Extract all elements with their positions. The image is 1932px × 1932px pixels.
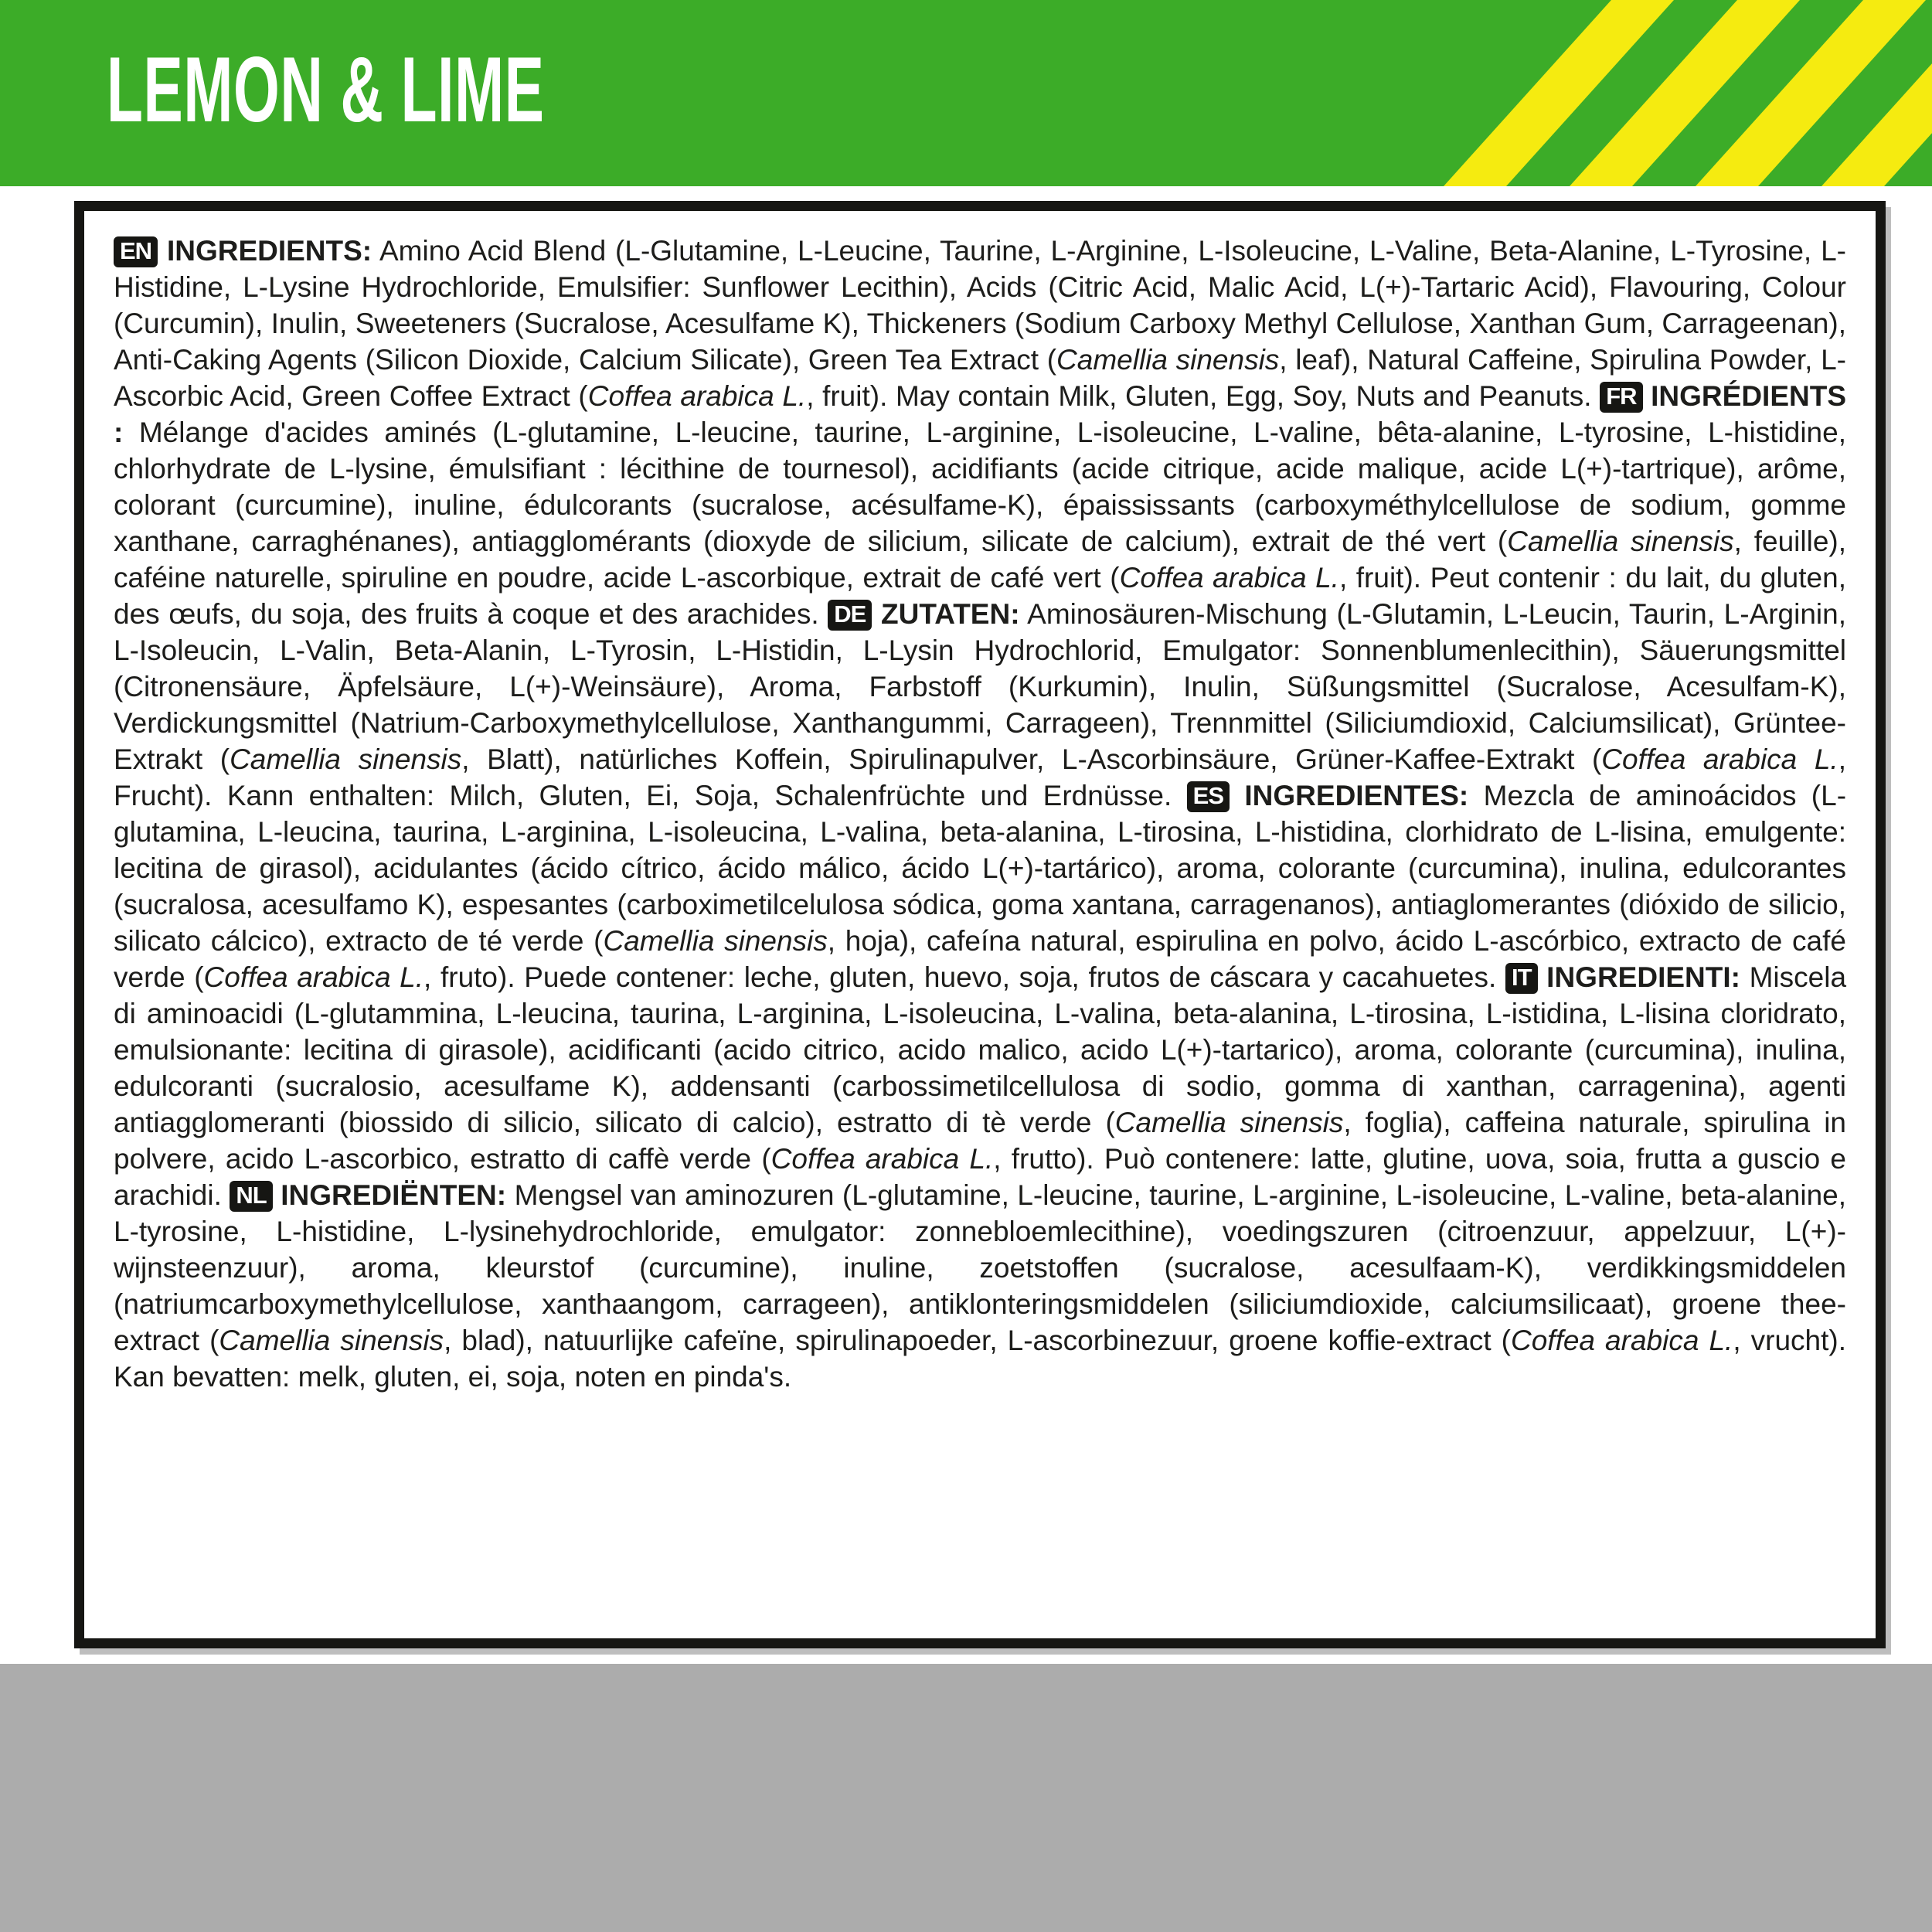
latin-species-name: Coffea arabica L. — [1119, 562, 1339, 594]
ingredients-segment: , feuille), caféine naturelle, spiruline en poudre, acide L-ascorbique, extrait de café vert ( — [114, 526, 1846, 594]
ingredients-segment: Aminosäuren-Mischung (L-Glutamin, L-Leucin, Taurin, L-Arginin, L-Isoleucin, L-Valin, Beta-Alanin, L-Tyrosin, L-Histidin, L-Lysin Hydrochlorid, Emulgator: Sonnenblumenlecithin), Säuerungsmittel (Citronensäure, Äpfelsäure, L(+)-Weinsäure), Aroma, Farbstoff (Kurkumin), Inulin, Süßungsmittel (Sucralose, Acesulfam-K), Verdickungsmittel (Natrium-Carboxymethylcellulose, Xanthangummi, Carrageen), Trennmittel (Siliciumdioxid, Calciumsilicat), Grüntee-Extrakt ( — [114, 598, 1846, 775]
latin-species-name: Coffea arabica L. — [587, 380, 807, 412]
latin-species-name: Camellia sinensis — [1507, 526, 1734, 557]
ingredients-heading-nl: INGREDIËNTEN: — [281, 1179, 507, 1211]
ingredients-heading-it: INGREDIENTI: — [1546, 961, 1740, 993]
latin-species-name: Camellia sinensis — [603, 925, 828, 957]
ingredients-segment: Miscela di aminoacidi (L-glutammina, L-leucina, taurina, L-arginina, L-isoleucina, L-valina, beta-alanina, L-tirosina, L-istidina, L-lisina cloridrato, emulsionante: lecitina di girasole), acidificanti (acido citrico, acido malico, acido L(+)-tartarico), aroma, colorante (curcumina), inulina, edulcoranti (sucralosio, acesulfame K), addensanti (carbossimetilcellulosa di sodio, gomma di xanthan, carragenina), agenti antiagglomeranti (biossido di silicio, silicato di calcio), estratto di tè verde ( — [114, 961, 1847, 1138]
ingredients-panel — [74, 201, 1886, 1648]
lang-badge-de: DE — [828, 600, 872, 631]
ingredients-heading-en: INGREDIENTS: — [166, 235, 372, 267]
lang-badge-es: ES — [1187, 781, 1230, 812]
ingredients-segment: , Frucht). Kann enthalten: Milch, Gluten, Ei, Soja, Schalenfrüchte und Erdnüsse. — [114, 743, 1846, 811]
bottom-gray-bar — [0, 1664, 1932, 1932]
ingredients-text — [114, 233, 1846, 1395]
ingredients-segment: Amino Acid Blend (L-Glutamine, L-Leucine, Taurine, L-Arginine, L-Isoleucine, L-Valine, Beta-Alanine, L-Tyrosine, L-Histidine, L-Lysine Hydrochloride, Emulsifier: Sunflower Lecithin), Acids (Citric Acid, Malic Acid, L(+)-Tartaric Acid), Flavouring, Colour (Curcumin), Inulin, Sweeteners (Sucralose, Acesulfame K), Thickeners (Sodium Carboxy Methyl Cellulose, Xanthan Gum, Carrageenan), Anti-Caking Agents (Silicon Dioxide, Calcium Silicate), Green Tea Extract ( — [114, 235, 1846, 376]
ingredients-segment: , fruit). Peut contenir : du lait, du gluten, des œufs, du soja, des fruits à coque et des arachides. — [114, 562, 1846, 630]
flavor-title: LEMON & LIME — [107, 38, 545, 141]
ingredients-segment: Mengsel van aminozuren (L-glutamine, L-leucine, taurine, L-arginine, L-isoleucine, L-valine, beta-alanine, L-tyrosine, L-histidine, L-lysinehydrochloride, emulgator: zonnebloemlecithine), voedingszuren (citroenzuur, appelzuur, L(+)-wijnsteenzuur), aroma, kleurstof (curcumine), inuline, zoetstoffen (sucralose, acesulfaam-K), verdikkingsmiddelen (natriumcarboxymethylcellulose, xanthaangom, carrageen), antiklonteringsmiddelen (siliciumdioxide, calciumsilicaat), groene thee-extract ( — [114, 1179, 1847, 1356]
latin-species-name: Coffea arabica L. — [770, 1143, 994, 1175]
latin-species-name: Camellia sinensis — [230, 743, 462, 775]
lang-badge-nl: NL — [230, 1181, 272, 1212]
latin-species-name: Coffea arabica L. — [203, 961, 424, 993]
ingredients-segment: , leaf), Natural Caffeine, Spirulina Powder, L-Ascorbic Acid, Green Coffee Extract ( — [114, 344, 1846, 412]
latin-species-name: Coffea arabica L. — [1601, 743, 1838, 775]
ingredients-heading-fr: INGRÉDIENTS : — [114, 380, 1846, 448]
ingredients-heading-es: INGREDIENTES: — [1244, 780, 1469, 811]
flavor-header — [0, 0, 1932, 186]
ingredients-segment: , fruto). Puede contener: leche, gluten, huevo, soja, frutos de cáscara y cacahuetes. — [423, 961, 1497, 993]
ingredients-segment: , vrucht). Kan bevatten: melk, gluten, ei, soja, noten en pinda's. — [114, 1325, 1846, 1393]
ingredients-segment: , hoja), cafeína natural, espirulina en polvo, ácido L-ascórbico, extracto de café verde ( — [114, 925, 1846, 993]
ingredients-heading-de: ZUTATEN: — [881, 598, 1020, 630]
lang-badge-en: EN — [114, 236, 158, 267]
ingredients-segment: Mezcla de aminoácidos (L-glutamina, L-leucina, taurina, L-arginina, L-isoleucina, L-valina, beta-alanina, L-tirosina, L-histidina, clorhidrato de L-lisina, emulgente: lecitina de girasol), acidulantes (ácido cítrico, ácido málico, ácido L(+)-tartárico), aroma, colorante (curcumina), inulina, edulcorantes (sucralosa, acesulfamo K), espesantes (carboximetilcelulosa sódica, goma xantana, carragenanos), antiaglomerantes (dióxido de silicio, silicato cálcico), extracto de té verde ( — [114, 780, 1847, 957]
ingredients-segment: , foglia), caffeina naturale, spirulina in polvere, acido L-ascorbico, estratto di caffè verde ( — [114, 1107, 1847, 1175]
ingredients-segment: , fruit). May contain Milk, Gluten, Egg, Soy, Nuts and Peanuts. — [806, 380, 1592, 412]
ingredients-segment: Mélange d'acides aminés (L-glutamine, L-leucine, taurine, L-arginine, L-isoleucine, L-valine, bêta-alanine, L-tyrosine, L-histidine, chlorhydrate de L-lysine, émulsifiant : lécithine de tournesol), acidifiants (acide citrique, acide malique, acide L(+)-tartrique), arôme, colorant (curcumine), inuline, édulcorants (sucralose, acésulfame-K), épaississants (carboxyméthylcellulose de sodium, gomme xanthane, carraghénanes), antiagglomérants (dioxyde de silicium, silicate de calcium), extrait de thé vert ( — [114, 417, 1846, 557]
ingredients-segment: , blad), natuurlijke cafeïne, spirulinapoeder, L-ascorbinezuur, groene koffie-extract ( — [444, 1325, 1511, 1356]
latin-species-name: Camellia sinensis — [1114, 1107, 1344, 1138]
ingredients-segment: , frutto). Può contenere: latte, glutine, uova, soia, frutta a guscio e arachidi. — [114, 1143, 1846, 1211]
lang-badge-fr: FR — [1600, 382, 1642, 413]
lang-badge-it: IT — [1505, 963, 1538, 994]
latin-species-name: Camellia sinensis — [1056, 344, 1280, 376]
ingredients-segment: , Blatt), natürliches Koffein, Spirulinapulver, L-Ascorbinsäure, Grüner-Kaffee-Extrakt ( — [461, 743, 1602, 775]
latin-species-name: Camellia sinensis — [219, 1325, 444, 1356]
latin-species-name: Coffea arabica L. — [1511, 1325, 1733, 1356]
